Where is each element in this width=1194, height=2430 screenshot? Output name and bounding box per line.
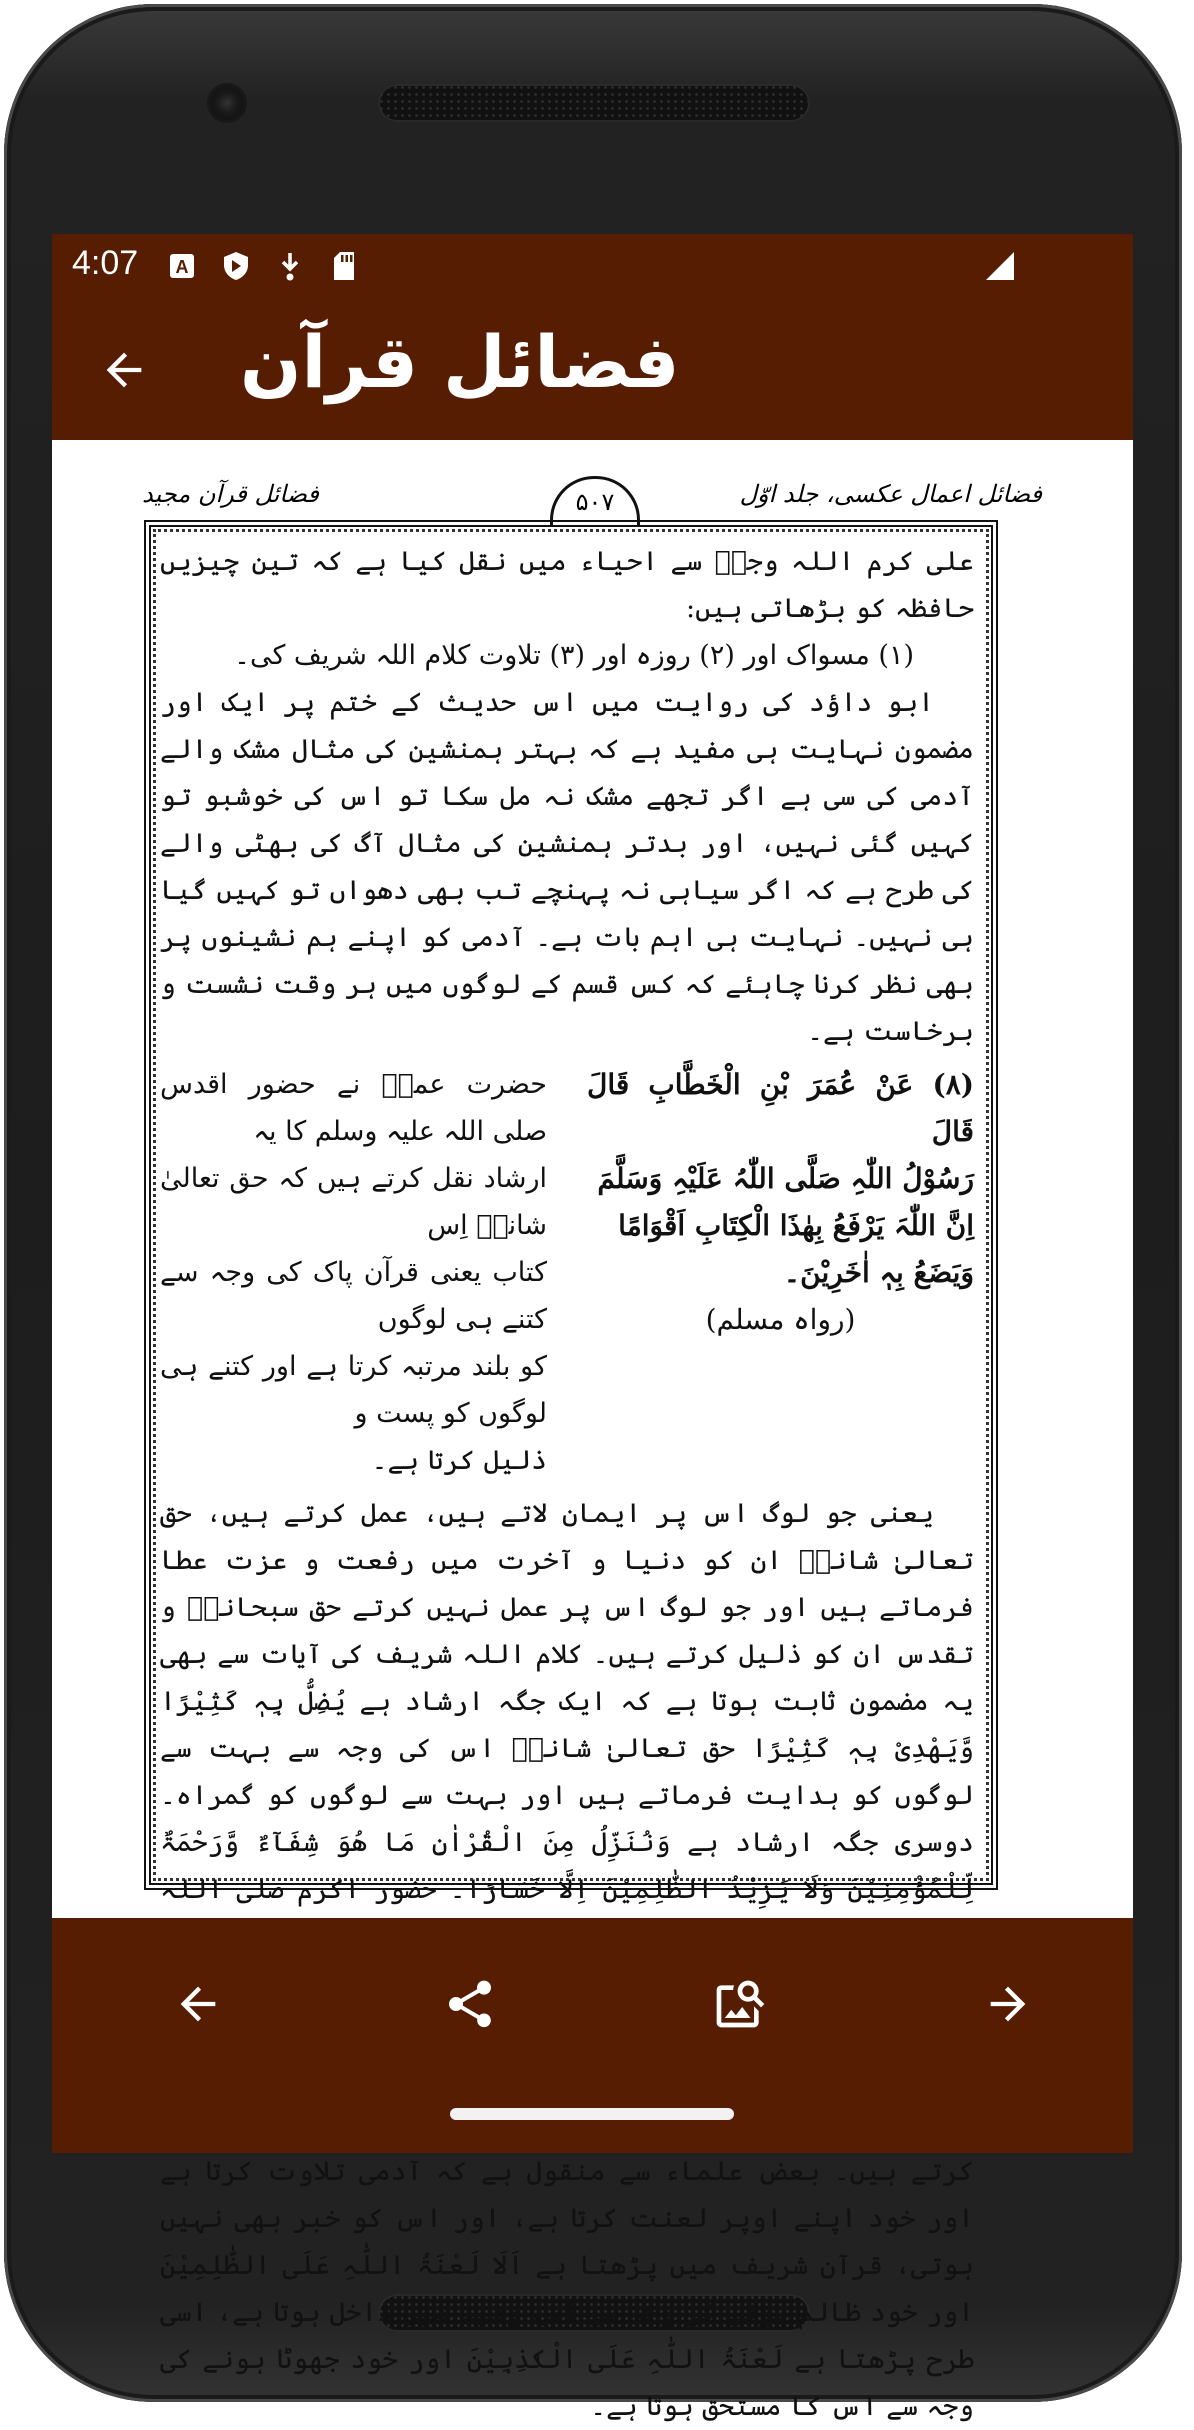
hadith-translation-line: حضرت عمرؓ نے حضور اقدس صلی اللہ علیہ وسلم کا یہ <box>160 1069 547 1147</box>
arrow-back-icon <box>172 1978 224 2030</box>
arrow-back-icon <box>98 344 150 396</box>
page-number: ۵۰۷ <box>550 476 640 525</box>
page-header-right: فضائل اعمال عکسی، جلد اوّل <box>739 480 1042 508</box>
hadith-arabic-line: وَیَضَعُ بِہٖ اٰخَرِیْنَ۔ <box>783 1256 974 1289</box>
hadith-translation-line: ذلیل کرتا ہے۔ <box>371 1445 547 1476</box>
previous-page-button[interactable] <box>160 1966 236 2042</box>
svg-text:A: A <box>175 257 189 277</box>
sd-card-icon <box>326 248 362 284</box>
bottom-toolbar <box>52 1918 1133 2153</box>
download-icon <box>272 248 308 284</box>
hadith-translation-line: ارشاد نقل کرتے ہیں کہ حق تعالیٰ شانہٗ اِس <box>160 1163 547 1241</box>
book-page-viewer[interactable] <box>52 440 1133 2422</box>
share-icon <box>442 1976 498 2032</box>
hadith-arabic-line: (۸) عَنْ عُمَرَ بْنِ الْخَطَّابِ قَالَ قَالَ <box>587 1068 974 1148</box>
page-header-left: فضائل قرآن مجید <box>142 480 319 508</box>
status-time: 4:07 <box>72 244 139 282</box>
app-bar <box>52 298 1133 440</box>
back-button[interactable] <box>92 338 156 402</box>
page-header <box>142 476 1042 526</box>
image-search-button[interactable] <box>702 1966 778 2042</box>
top-speaker-grille <box>378 84 810 122</box>
hadith-reference: (رواہ مسلم) <box>705 1303 856 1336</box>
arrow-forward-icon <box>982 1978 1034 2030</box>
share-button[interactable] <box>432 1966 508 2042</box>
signal-icon <box>982 248 1018 284</box>
paragraph: یعنی جو لوگ اس پر ایمان لاتے ہیں، عمل کرتے ہیں، حق تعالیٰ شانہٗ ان کو دنیا و آخرت میں رفعت و عزت عطا فرماتے ہیں اور جو لوگ اس پر عمل نہیں کرتے حق سبحانہٗ و تقدس ان کو ذلیل کرتے ہیں۔ کلام اللہ شریف کی آیات سے بھی یہ مضمون ثابت ہوتا ہے کہ ایک جگہ ارشاد ہے یُضِلُّ بِہٖ کَثِیْرًا وَّیَھْدِیْ بِہٖ کَثِیْرًا حق تعالیٰ شانہٗ اس کی وجہ سے بہت سے لوگوں کو ہدایت فرماتے ہیں اور بہت سے لوگوں کو گمراہ۔ دوسری جگہ ارشاد ہے وَنُنَزِّلُ مِنَ الْقُرْاٰنِ مَا ھُوَ شِفَآءٌ وَّرَحْمَۃٌ لِّلْمُؤْمِنِیْنَ وَلَا یَزِیْدُ الظّٰلِمِیْنَ اِلَّا خَسَارًا۔ حضور اکرم صلی اللہ کرتے ہیں۔ بعض علماء سے منقول ہے کہ آدمی تلاوت کرتا ہے اور خود اپنے اوپر لعنت کرتا ہے، اور اس کو خبر بھی نہیں ہوتی، قرآن شریف میں پڑھتا ہے اَلَا لَعْنَۃُ اللّٰہِ عَلَی الظّٰلِمِیْنَ اور خود ظالم ہونے کی وجہ سے اس وعید میں داخل ہوتا ہے، اسی طرح پڑھتا ہے لَعْنَۃُ اللّٰہِ عَلَی الْکٰذِبِیْنَ اور خود جھوٹا ہونے کی وجہ سے اس کا مستحق ہوتا ہے۔ <box>160 1498 974 2422</box>
hadith-block <box>160 1061 974 1484</box>
image-search-icon <box>712 1976 768 2032</box>
hadith-arabic-line: رَسُوْلُ اللّٰہِ صَلَّی اللّٰہُ عَلَیْہِ وَسَلَّمَ <box>597 1162 974 1195</box>
shield-icon <box>218 248 254 284</box>
paragraph: ابو داؤد کی روایت میں اس حدیث کے ختم پر ایک اور مضمون نہایت ہی مفید ہے کہ بہتر ہمنشین کی مثال مشک والے آدمی کی سی ہے اگر تجھے مشک نہ مل سکا تو اس کی خوشبو تو کہیں گئی نہیں، اور بدتر ہمنشین کی مثال آگ کی بھٹی والے کی طرح ہے کہ اگر سیاہی نہ پہنچے تب بھی دھواں تو کہیں گیا ہی نہیں۔ نہایت ہی اہم بات ہے۔ آدمی کو اپنے ہم نشینوں پر بھی نظر کرنا چاہئے کہ کس قسم کے لوگوں میں ہر وقت نشست و برخاست ہے۔ <box>160 687 974 1047</box>
paragraph: (۱) مسواک اور (۲) روزہ اور (۳) تلاوت کلام اللہ شریف کی۔ <box>234 640 914 671</box>
screen <box>52 234 1133 2422</box>
hadith-arabic-line: اِنَّ اللّٰہَ یَرْفَعُ بِھٰذَا الْکِتَابِ اَقْوَامًا <box>618 1209 974 1242</box>
hadith-translation <box>160 1061 547 1484</box>
app-title: فضائل قرآن <box>240 320 680 404</box>
next-page-button[interactable] <box>970 1966 1046 2042</box>
front-camera <box>210 86 244 120</box>
gesture-nav-handle[interactable] <box>450 2108 734 2120</box>
hadith-translation-line: کتاب یعنی قرآن پاک کی وجہ سے کتنے ہی لوگوں <box>160 1257 547 1335</box>
hadith-arabic <box>587 1061 974 1484</box>
hadith-translation-line: کو بلند مرتبہ کرتا ہے اور کتنے ہی لوگوں کو پست و <box>160 1351 547 1429</box>
notification-a-icon <box>164 248 200 284</box>
status-bar <box>52 234 1133 298</box>
paragraph: علی کرم اللہ وجہٗ سے احیاء میں نقل کیا ہے کہ تین چیزیں حافظہ کو بڑھاتی ہیں: <box>160 546 974 624</box>
